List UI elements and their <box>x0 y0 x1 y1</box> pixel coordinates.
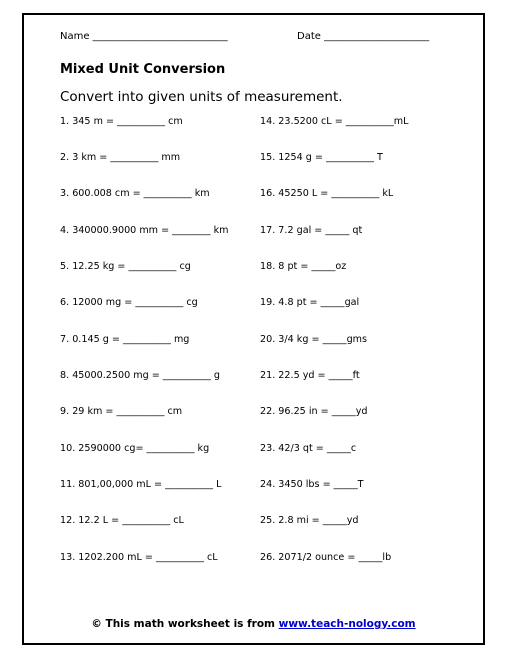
question-9: 9. 29 km = __________ cm <box>60 406 183 417</box>
worksheet-page <box>22 13 485 645</box>
question-6: 6. 12000 mg = __________ cg <box>60 297 198 308</box>
footer-credit <box>24 618 483 630</box>
question-20: 20. 3/4 kg = _____gms <box>260 334 367 345</box>
question-18: 18. 8 pt = _____oz <box>260 261 347 272</box>
instructions: Convert into given units of measurement. <box>60 89 343 105</box>
question-14: 14. 23.5200 cL = __________mL <box>260 116 409 127</box>
footer-credit-text: © This math worksheet is from <box>91 618 279 630</box>
question-15: 15. 1254 g = __________ T <box>260 152 383 163</box>
question-7: 7. 0.145 g = __________ mg <box>60 334 190 345</box>
question-23: 23. 42/3 qt = _____c <box>260 443 357 454</box>
worksheet-title: Mixed Unit Conversion <box>60 62 226 77</box>
date-field: Date _____________________ <box>297 31 430 42</box>
question-17: 17. 7.2 gal = _____ qt <box>260 225 363 236</box>
question-26: 26. 2071/2 ounce = _____lb <box>260 552 392 563</box>
question-19: 19. 4.8 pt = _____gal <box>260 297 360 308</box>
question-10: 10. 2590000 cg= __________ kg <box>60 443 210 454</box>
question-25: 25. 2.8 mi = _____yd <box>260 515 359 526</box>
question-3: 3. 600.008 cm = __________ km <box>60 188 210 199</box>
teach-nology-link[interactable]: www.teach-nology.com <box>278 618 416 630</box>
question-16: 16. 45250 L = __________ kL <box>260 188 394 199</box>
question-21: 21. 22.5 yd = _____ft <box>260 370 360 381</box>
question-2: 2. 3 km = __________ mm <box>60 152 181 163</box>
question-8: 8. 45000.2500 mg = __________ g <box>60 370 220 381</box>
question-11: 11. 801,00,000 mL = __________ L <box>60 479 222 490</box>
question-5: 5. 12.25 kg = __________ cg <box>60 261 191 272</box>
question-4: 4. 340000.9000 mm = ________ km <box>60 225 229 236</box>
question-22: 22. 96.25 in = _____yd <box>260 406 368 417</box>
question-12: 12. 12.2 L = __________ cL <box>60 515 184 526</box>
question-13: 13. 1202.200 mL = __________ cL <box>60 552 218 563</box>
question-24: 24. 3450 lbs = _____T <box>260 479 364 490</box>
question-1: 1. 345 m = __________ cm <box>60 116 183 127</box>
name-field: Name ___________________________ <box>60 31 228 42</box>
